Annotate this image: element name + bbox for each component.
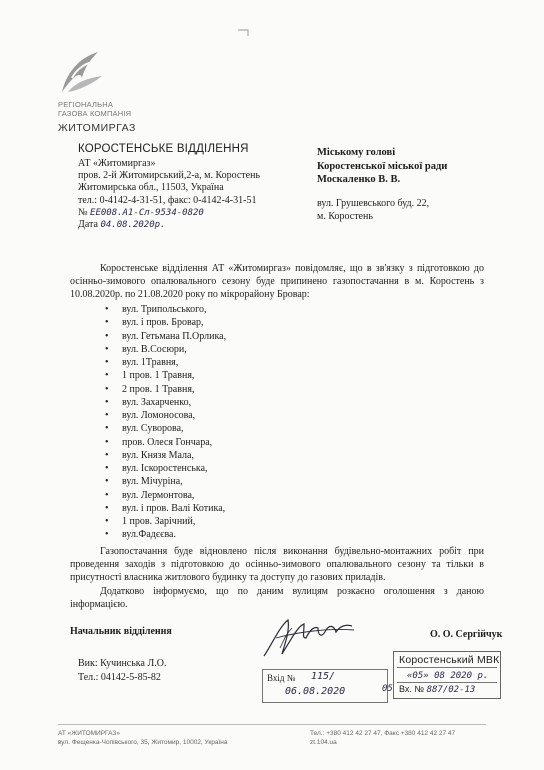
footer-divider: [58, 724, 486, 725]
incoming-stamp-suffix: 05: [382, 684, 393, 694]
branch-title: КОРОСТЕНСЬКЕ ВІДДІЛЕННЯ: [78, 143, 249, 155]
incoming-stamp-date: 06.08.2020: [285, 686, 346, 697]
street-list-item: • 2 пров. 1 Травня,: [108, 383, 226, 396]
footer-left: [58, 729, 227, 747]
sender-phones: тел.: 0-4142-4-31-51, факс: 0-4142-4-31-51: [78, 194, 257, 206]
street-list-item: • вул. Лермонтова,: [108, 489, 226, 502]
mvk-stamp-divider-2: [397, 682, 497, 683]
logo-line-2: ГАЗОВА КОМПАНІЯ: [58, 109, 132, 118]
street-list-item: • вул. Ломоносова,: [108, 409, 226, 422]
street-list-item: • вул.Фадєєва.: [108, 528, 226, 541]
street-list-item: • вул. Мічуріна,: [108, 475, 226, 488]
handwritten-signature: [258, 598, 358, 664]
footer-company: АТ «ЖИТОМИРГАЗ»: [58, 730, 120, 737]
street-list-item: • 1 пров. Зарічний,: [108, 515, 226, 528]
signatory-position: Начальник відділення: [70, 626, 172, 637]
street-list-item: • вул. Іскоростенська,: [108, 462, 226, 475]
footer-right: [310, 729, 455, 747]
executor-name: Вик: Кучинська Л.О.: [78, 658, 167, 669]
mvk-stamp-number-row: [399, 684, 475, 695]
footer-website: zt.104.ua: [310, 739, 337, 746]
logo-brand: ЖИТОМИРГАЗ: [58, 122, 136, 134]
sender-company: АТ «Житомиргаз»: [78, 158, 156, 169]
mvk-stamp-title: Коростенський МВК: [399, 654, 500, 666]
recipient-line-1: Міському голові: [317, 147, 396, 158]
recipient-address-1: вул. Грушевського буд. 22,: [317, 198, 430, 209]
street-list-item: • 1 пров. 1 Травня,: [108, 369, 226, 382]
mvk-stamp-date: «05» 08 2020 р.: [407, 671, 489, 681]
street-list-item: • вул. і пров. Бровар,: [108, 316, 226, 329]
mvk-stamp: [393, 651, 501, 699]
logo-subtitle: [58, 100, 131, 118]
intro-paragraph: Коростенське відділення АТ «Житомиргаз» повідомляє, що в зв'язку з підготовкою до осінньо-зимового опалювального сезону буде припинено газопостачання в м. Коростень з 10.08.2020р. по 21.08.2020 року по мікрорайону Бровар:: [70, 263, 484, 301]
incoming-stamp-label: Вхід №: [267, 673, 296, 683]
street-list-item: • вул. Трипольського,: [108, 303, 226, 316]
street-list: [108, 303, 226, 542]
number-value: ЕЕ008.А1-Сл-9534-0820: [90, 207, 204, 218]
street-list-item: • вул. Князя Мала,: [108, 449, 226, 462]
leaf-swirl-logo-icon: [58, 48, 104, 96]
sender-address-2: Житомирська обл., 11503, Україна: [78, 182, 224, 194]
date-label: Дата: [78, 219, 98, 231]
corner-mark-icon: [237, 29, 249, 37]
executor-block: [78, 657, 166, 684]
mvk-stamp-divider-1: [397, 667, 497, 668]
recipient-line-3: Москаленко В. В.: [317, 174, 401, 185]
recipient-address: [317, 197, 429, 223]
sender-address-1: пров. 2-й Житомирський,2-а, м. Коростень: [78, 170, 261, 182]
sender-block: [78, 158, 308, 231]
additional-paragraph: Додатково інформуємо, що по даним вулицям розкаєно оголошення з даною інформацією.: [70, 586, 484, 611]
recipient-address-2: м. Коростень: [317, 211, 373, 222]
incoming-stamp: [262, 669, 388, 703]
executor-phone: Тел.: 04142-5-85-82: [78, 671, 161, 683]
mvk-stamp-number-value: 887/02-13: [426, 685, 476, 695]
date-row: [78, 219, 308, 231]
restore-paragraph: Газопостачання буде відновлено після виконання будівельно-монтажних робіт при проведення заходів з підготовкою до осінньо-зимового опалювального сезону та тільки в присутності власника житлового будинку та доступу до газових приладів.: [70, 546, 484, 584]
recipient-block: [317, 146, 447, 187]
logo-line-1: РЕГІОНАЛЬНА: [58, 100, 114, 109]
mvk-stamp-number-label: Вх. №: [399, 684, 425, 694]
date-value: 04.08.2020р.: [100, 220, 166, 231]
street-list-item: • вул. і пров. Валі Котика,: [108, 502, 226, 515]
incoming-stamp-number: 115/: [311, 671, 336, 682]
street-list-item: • вул. В.Сосюри,: [108, 343, 226, 356]
footer-phones: Тел.: +380 412 42 27 47, Факс +380 412 42 27 47: [310, 730, 456, 737]
street-list-item: • вул. 1Травня,: [108, 356, 226, 369]
street-list-item: • пров. Олеся Гончара,: [108, 436, 226, 449]
recipient-line-2: Коростенської міської ради: [317, 160, 448, 172]
footer-address: вул. Фещенка-Чопівського, 35, Житомир, 10002, Україна: [58, 739, 228, 746]
street-list-item: • вул. Гетьмана П.Орлика,: [108, 330, 226, 343]
street-list-item: • вул. Суворова,: [108, 422, 226, 435]
number-label: №: [78, 206, 88, 218]
street-list-item: • вул. Захарченко,: [108, 396, 226, 409]
signatory-name: О. О. Сергійчук: [430, 629, 503, 640]
outgoing-number-row: [78, 207, 308, 219]
